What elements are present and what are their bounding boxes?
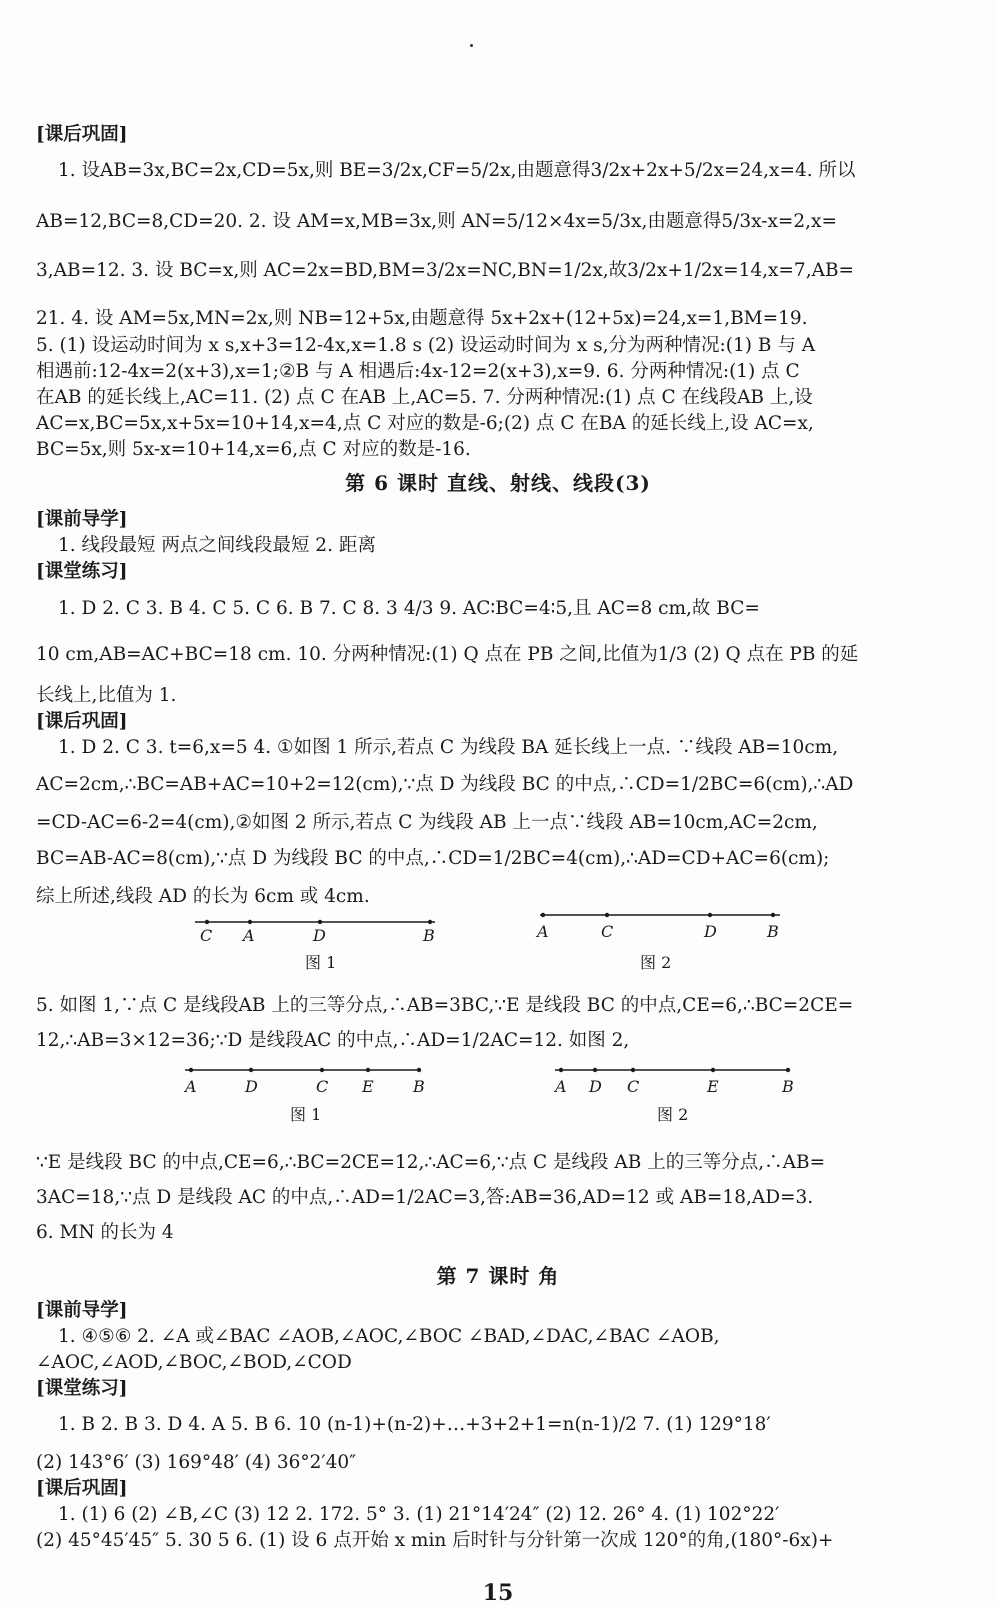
text-line: 相遇前:12-4x=2(x+3),x=1;②B 与 A 相遇后:4x-12=2(x+3),x=9. 6. 分两种情况:(1) 点 C xyxy=(36,361,800,382)
point-label: B xyxy=(767,922,779,941)
section-header: [课堂练习] xyxy=(36,1378,128,1399)
point-label: D xyxy=(313,926,326,945)
text-line: 1. ④⑤⑥ 2. ∠A 或∠BAC ∠AOB,∠AOC,∠BOC ∠BAD,∠DAC,∠BAC ∠AOB, xyxy=(58,1326,720,1347)
text-line: 1. 设AB=3x,BC=2x,CD=5x,则 BE=3/2x,CF=5/2x,由题意得3/2x+2x+5/2x=24,x=4. 所以 xyxy=(58,160,856,181)
text-line: 10 cm,AB=AC+BC=18 cm. 10. 分两种情况:(1) Q 点在 PB 之间,比值为1/3 (2) Q 点在 PB 的延 xyxy=(36,644,859,665)
text-line: AB=12,BC=8,CD=20. 2. 设 AM=x,MB=3x,则 AN=5/12×4x=5/3x,由题意得5/3x-x=2,x= xyxy=(36,211,837,232)
point-label: A xyxy=(243,926,255,945)
point-label: C xyxy=(316,1077,329,1096)
lesson-title: 第 7 课时 角 xyxy=(436,1264,560,1288)
point-label: D xyxy=(704,922,717,941)
figure-caption: 图 2 xyxy=(640,953,672,972)
text-line: 12,∴AB=3×12=36;∵D 是线段AC 的中点,∴AD=1/2AC=12. 如图 2, xyxy=(36,1030,630,1051)
section-header: [课堂练习] xyxy=(36,561,128,582)
page-number: 15 xyxy=(482,1580,514,1606)
point-label: C xyxy=(200,926,213,945)
point-label: D xyxy=(245,1077,258,1096)
section-header: [课后巩固] xyxy=(36,711,128,732)
text-line: BC=5x,则 5x-x=10+14,x=6,点 C 对应的数是-16. xyxy=(36,439,471,460)
point-label: E xyxy=(362,1077,374,1096)
text-line: 1. D 2. C 3. B 4. C 5. C 6. B 7. C 8. 3 4/3 9. AC∶BC=4∶5,且 AC=8 cm,故 BC= xyxy=(58,598,760,619)
text-line: 1. 线段最短 两点之间线段最短 2. 距离 xyxy=(58,535,376,556)
point-label: A xyxy=(555,1077,567,1096)
text-line: ∠AOC,∠AOD,∠BOC,∠BOD,∠COD xyxy=(36,1352,352,1373)
text-line: 1. (1) 6 (2) ∠B,∠C (3) 12 2. 172. 5° 3. (1) 21°14′24″ (2) 12. 26° 4. (1) 102°22′ xyxy=(58,1504,780,1525)
section-header: [课后巩固] xyxy=(36,124,128,145)
text-line: 6. MN 的长为 4 xyxy=(36,1222,174,1243)
text-line: 1. D 2. C 3. t=6,x=5 4. ①如图 1 所示,若点 C 为线段 BA 延长线上一点. ∵线段 AB=10cm, xyxy=(58,737,839,758)
point-label: B xyxy=(423,926,435,945)
section-header: [课后巩固] xyxy=(36,1478,128,1499)
figure-q4-2 xyxy=(537,905,790,944)
point-label: B xyxy=(782,1077,794,1096)
point-label: C xyxy=(627,1077,640,1096)
text-line: BC=AB-AC=8(cm),∵点 D 为线段 BC 的中点,∴CD=1/2BC=4(cm),∴AD=CD+AC=6(cm); xyxy=(36,848,830,869)
point-label: C xyxy=(601,922,614,941)
text-line: 综上所述,线段 AD 的长为 6cm 或 4cm. xyxy=(36,886,370,907)
point-label: D xyxy=(589,1077,602,1096)
figure-q4-1 xyxy=(195,912,445,947)
text-line: 21. 4. 设 AM=5x,MN=2x,则 NB=12+5x,由题意得 5x+2x+(12+5x)=24,x=1,BM=19. xyxy=(36,308,808,329)
text-line: (2) 143°6′ (3) 169°48′ (4) 36°2′40″ xyxy=(36,1452,357,1473)
figure-caption: 图 1 xyxy=(290,1105,322,1124)
text-line: 在AB 的延长线上,AC=11. (2) 点 C 在AB 上,AC=5. 7. 分两种情况:(1) 点 C 在线段AB 上,设 xyxy=(36,387,813,408)
text-line: 3,AB=12. 3. 设 BC=x,则 AC=2x=BD,BM=3/2x=NC,BN=1/2x,故3/2x+1/2x=14,x=7,AB= xyxy=(36,260,855,281)
text-line: 1. B 2. B 3. D 4. A 5. B 6. 10 (n-1)+(n-2)+…+3+2+1=n(n-1)/2 7. (1) 129°18′ xyxy=(58,1414,771,1435)
point-label: E xyxy=(707,1077,719,1096)
section-header: [课前导学] xyxy=(36,509,128,530)
text-line: ∵E 是线段 BC 的中点,CE=6,∴BC=2CE=12,∴AC=6,∵点 C 是线段 AB 上的三等分点,∴AB= xyxy=(36,1152,826,1173)
text-line: 5. 如图 1,∵点 C 是线段AB 上的三等分点,∴AB=3BC,∵E 是线段 BC 的中点,CE=6,∴BC=2CE= xyxy=(36,995,854,1016)
figure-caption: 图 2 xyxy=(657,1105,689,1124)
text-line: 3AC=18,∵点 D 是线段 AC 的中点,∴AD=1/2AC=3,答:AB=36,AD=12 或 AB=18,AD=3. xyxy=(36,1187,814,1208)
text-line: 长线上,比值为 1. xyxy=(36,685,177,706)
figure-q5-1 xyxy=(185,1060,435,1099)
section-header: [课前导学] xyxy=(36,1300,128,1321)
page-dot xyxy=(470,44,473,47)
text-line: =CD-AC=6-2=4(cm),②如图 2 所示,若点 C 为线段 AB 上一点∵线段 AB=10cm,AC=2cm, xyxy=(36,812,818,833)
point-label: B xyxy=(413,1077,425,1096)
figure-caption: 图 1 xyxy=(305,953,337,972)
text-line: 5. (1) 设运动时间为 x s,x+3=12-4x,x=1.8 s (2) 设运动时间为 x s,分为两种情况:(1) B 与 A xyxy=(36,335,816,356)
point-label: A xyxy=(185,1077,197,1096)
point-label: A xyxy=(537,922,549,941)
text-line: AC=x,BC=5x,x+5x=10+14,x=4,点 C 对应的数是-6;(2) 点 C 在BA 的延长线上,设 AC=x, xyxy=(36,413,814,434)
text-line: AC=2cm,∴BC=AB+AC=10+2=12(cm),∵点 D 为线段 BC 的中点,∴CD=1/2BC=6(cm),∴AD xyxy=(36,774,854,795)
lesson-title: 第 6 课时 直线、射线、线段(3) xyxy=(345,471,651,495)
text-line: (2) 45°45′45″ 5. 30 5 6. (1) 设 6 点开始 x min 后时针与分针第一次成 120°的角,(180°-6x)+ xyxy=(36,1530,834,1551)
figure-q5-2 xyxy=(555,1060,805,1099)
